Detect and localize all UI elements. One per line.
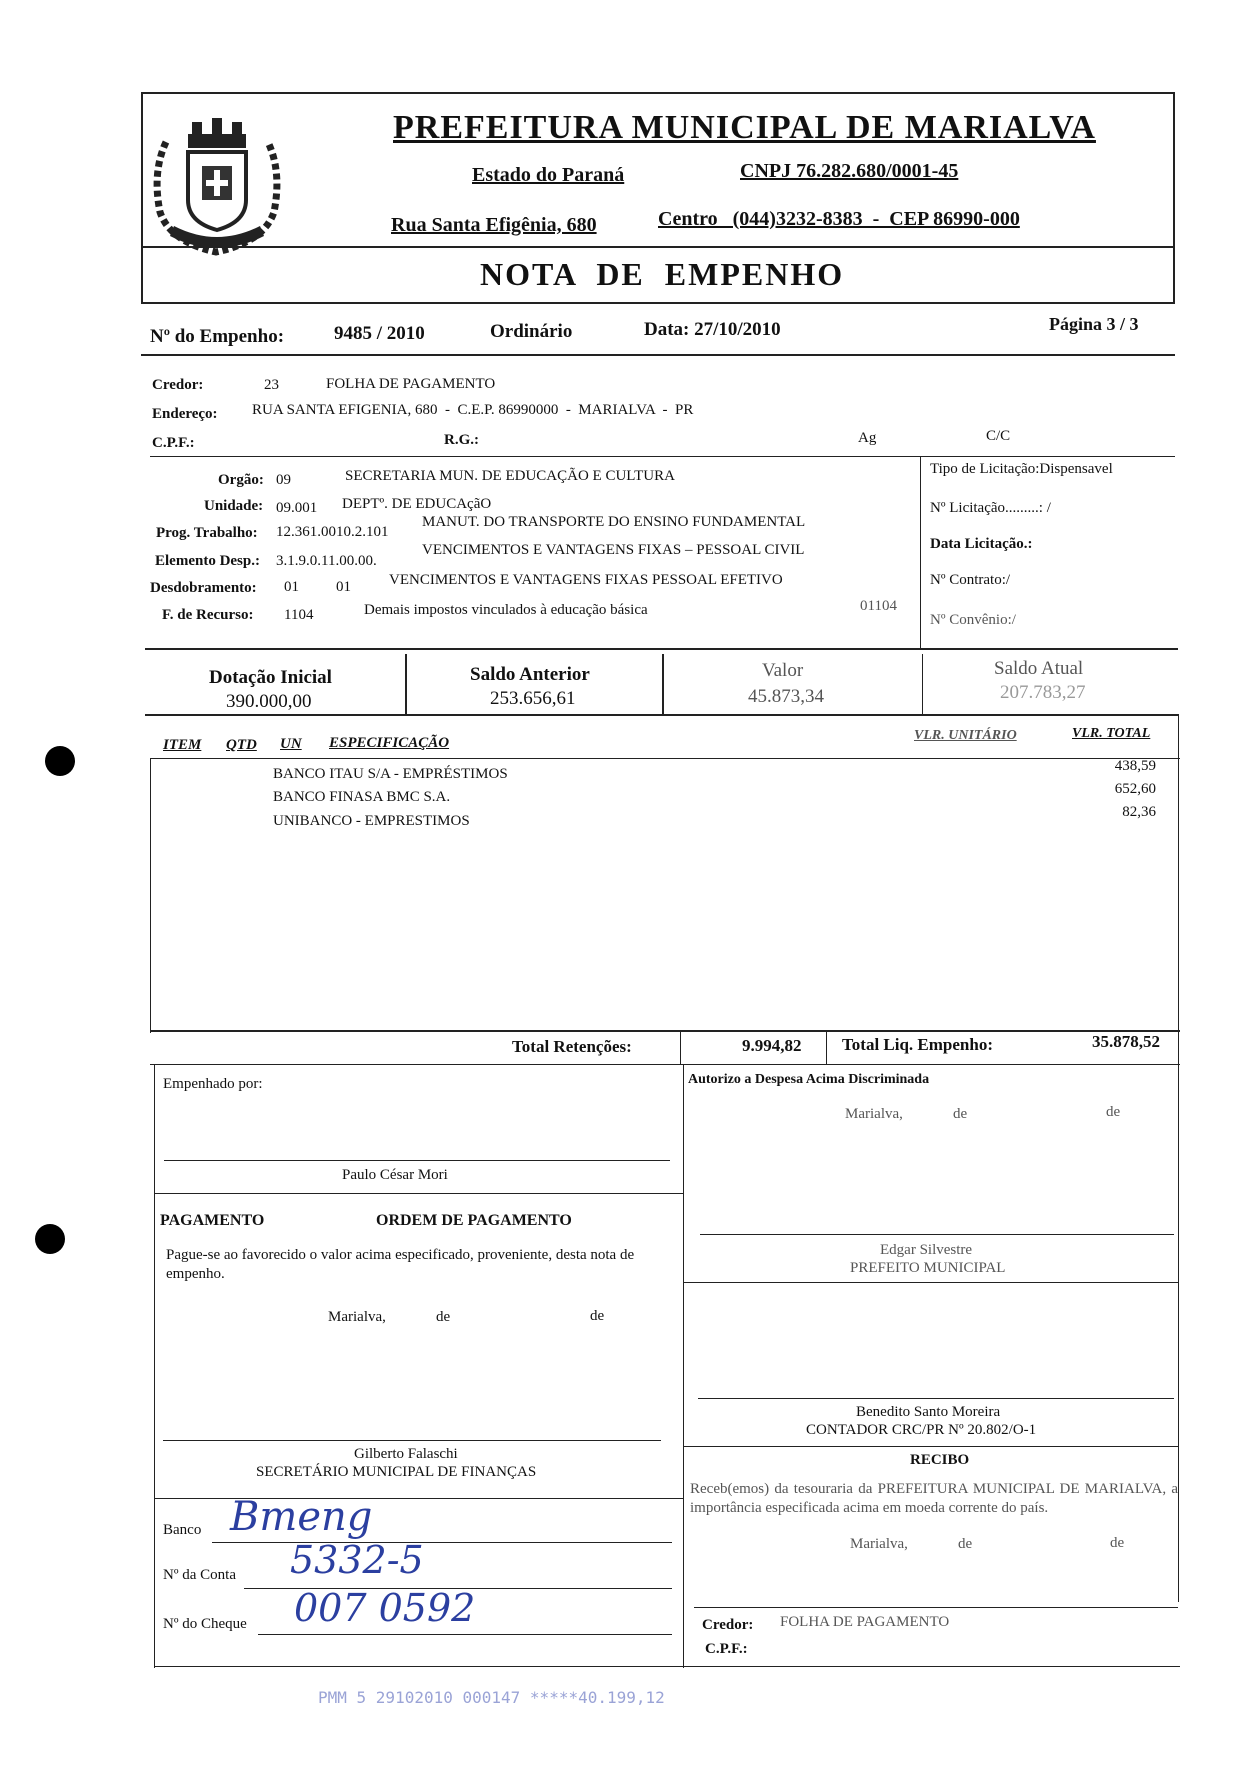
totals-divider-2 <box>826 1030 827 1064</box>
punch-hole-top <box>45 746 75 776</box>
desdobramento-code-1: 01 <box>284 579 299 595</box>
recibo-signature-line <box>694 1607 1178 1608</box>
contador-title: CONTADOR CRC/PR Nº 20.802/O-1 <box>806 1422 1037 1438</box>
valor-label: Valor <box>762 660 804 681</box>
recibo-cpf-label: C.P.F.: <box>705 1641 748 1657</box>
recurso-name: Demais impostos vinculados à educação básica <box>364 602 648 618</box>
recurso-label: F. de Recurso: <box>162 607 254 623</box>
credor-separator <box>150 456 1175 457</box>
pagamento-de-1: de <box>436 1309 451 1325</box>
orgao-code: 09 <box>276 472 291 488</box>
signatures-bottom-line <box>154 1666 1180 1667</box>
contador-top-line <box>683 1282 1178 1283</box>
empenhado-signature-line <box>164 1160 670 1161</box>
items-header-espec: ESPECIFICAÇÃO <box>329 735 450 751</box>
items-header-total: VLR. TOTAL <box>1072 726 1151 741</box>
recibo-label: RECIBO <box>910 1452 970 1468</box>
credor-address: RUA SANTA EFIGENIA, 680 - C.E.P. 86990000 - MARIALVA - PR <box>252 402 694 418</box>
banco-line <box>212 1542 672 1543</box>
header-separator <box>141 246 1175 248</box>
banco-label: Banco <box>163 1522 202 1538</box>
licitacao-divider <box>920 456 921 648</box>
prog-label: Prog. Trabalho: <box>156 525 258 541</box>
licitacao-convenio: Nº Convênio:/ <box>930 612 1016 628</box>
credor-address-label: Endereço: <box>152 406 218 422</box>
recibo-text: Receb(emos) da tesouraria da PREFEITURA MUNICIPAL DE MARIALVA, a importância especificada acima em moeda corrente do país. <box>690 1481 1178 1516</box>
bank-stamp: PMM 5 29102010 000147 *****40.199,12 <box>318 1688 665 1707</box>
items-header-line <box>150 758 1180 759</box>
recurso-code-2: 01104 <box>860 598 897 614</box>
licitacao-contrato: Nº Contrato:/ <box>930 572 1011 588</box>
unidade-code: 09.001 <box>276 500 318 516</box>
empenho-separator <box>141 354 1175 356</box>
recibo-de-2: de <box>1110 1535 1125 1551</box>
cheque-line <box>258 1634 672 1635</box>
items-left-border <box>150 758 151 1033</box>
items-header-unit: VLR. UNITÁRIO <box>914 728 1017 743</box>
desdobramento-label: Desdobramento: <box>150 580 257 596</box>
prefeito-signature-line <box>700 1234 1174 1235</box>
signatures-left-border <box>154 1064 155 1668</box>
items-header-un: UN <box>280 736 302 752</box>
saldos-divider-3 <box>922 654 923 714</box>
cheque-handwritten: 007 0592 <box>294 1586 476 1630</box>
item-row-2-desc: BANCO FINASA BMC S.A. <box>273 789 451 805</box>
autorizo-marialva: Marialva, <box>845 1106 903 1122</box>
banco-handwritten: Bmeng <box>230 1494 373 1540</box>
signatures-center-divider <box>683 1064 684 1668</box>
elemento-code: 3.1.9.0.11.00.00. <box>276 553 377 569</box>
recibo-marialva: Marialva, <box>850 1536 908 1552</box>
contador-name: Benedito Santo Moreira <box>856 1404 1001 1420</box>
saldo-atual-value: 207.783,27 <box>1000 682 1086 703</box>
item-row-1-total: 438,59 <box>1114 758 1156 774</box>
empenho-number-label: Nº do Empenho: <box>150 326 285 347</box>
header-state: Estado do Paraná <box>472 164 625 186</box>
conta-label: Nº da Conta <box>163 1567 236 1583</box>
saldo-atual-label: Saldo Atual <box>994 658 1084 679</box>
item-row-1-desc: BANCO ITAU S/A - EMPRÉSTIMOS <box>273 766 508 782</box>
liquido-label: Total Liq. Empenho: <box>842 1035 993 1054</box>
prog-code: 12.361.0010.2.101 <box>276 524 389 540</box>
dotacao-value: 390.000,00 <box>226 691 312 712</box>
credor-cpf-label: C.P.F.: <box>152 435 195 451</box>
secretario-title: SECRETÁRIO MUNICIPAL DE FINANÇAS <box>256 1464 537 1480</box>
credor-cc-label: C/C <box>986 428 1011 444</box>
header-address: Rua Santa Efigênia, 680 <box>391 214 597 236</box>
items-header-qtd: QTD <box>226 737 257 753</box>
orgao-name: SECRETARIA MUN. DE EDUCAÇÃO E CULTURA <box>345 468 675 484</box>
desdobramento-name: VENCIMENTOS E VANTAGENS FIXAS PESSOAL EFETIVO <box>389 572 783 588</box>
pague-text: Pague-se ao favorecido o valor acima especificado, proveniente, desta nota de empenho. <box>166 1247 635 1282</box>
saldos-top-line <box>145 648 1178 650</box>
empenho-date: Data: 27/10/2010 <box>644 319 781 340</box>
recibo-credor-value: FOLHA DE PAGAMENTO <box>780 1614 950 1630</box>
empenhado-name: Paulo César Mori <box>342 1167 448 1183</box>
credor-label: Credor: <box>152 377 204 393</box>
contador-signature-line <box>698 1398 1174 1399</box>
saldo-anterior-value: 253.656,61 <box>490 688 576 709</box>
punch-hole-bottom <box>35 1224 65 1254</box>
saldos-bottom-line <box>145 714 1178 716</box>
item-row-3-desc: UNIBANCO - EMPRESTIMOS <box>273 813 470 829</box>
orgao-label: Orgão: <box>218 472 264 488</box>
valor-value: 45.873,34 <box>748 686 824 707</box>
empenho-page: Página 3 / 3 <box>1049 314 1139 334</box>
recurso-code: 1104 <box>284 607 314 623</box>
dotacao-label: Dotação Inicial <box>209 667 332 688</box>
pagamento-label: PAGAMENTO <box>160 1212 265 1229</box>
conta-handwritten: 5332-5 <box>290 1538 424 1582</box>
licitacao-data: Data Licitação.: <box>930 536 1033 552</box>
pagamento-de-2: de <box>590 1308 605 1324</box>
item-row-3-total: 82,36 <box>1122 804 1156 820</box>
coat-of-arms-logo <box>146 112 288 262</box>
items-right-border <box>1178 714 1179 1602</box>
prog-name: MANUT. DO TRANSPORTE DO ENSINO FUNDAMENTAL <box>422 514 806 530</box>
unidade-label: Unidade: <box>204 498 264 514</box>
credor-ag-label: Ag <box>858 430 877 446</box>
elemento-name: VENCIMENTOS E VANTAGENS FIXAS – PESSOAL CIVIL <box>422 542 805 558</box>
saldos-divider-2 <box>662 654 664 714</box>
totals-bottom-line <box>150 1064 1180 1065</box>
empenhado-label: Empenhado por: <box>163 1076 263 1092</box>
pagamento-top-line <box>154 1193 683 1194</box>
saldos-divider-1 <box>405 654 407 714</box>
credor-name: FOLHA DE PAGAMENTO <box>326 376 496 392</box>
autorizo-de-2: de <box>1106 1104 1121 1120</box>
credor-rg-label: R.G.: <box>444 432 479 448</box>
empenho-number: 9485 / 2010 <box>334 323 425 344</box>
secretario-name: Gilberto Falaschi <box>354 1446 458 1462</box>
header-title: PREFEITURA MUNICIPAL DE MARIALVA <box>393 109 1096 146</box>
saldo-anterior-label: Saldo Anterior <box>470 664 590 685</box>
prefeito-name: Edgar Silvestre <box>880 1242 973 1258</box>
header-contact: Centro (044)3232-8383 - CEP 86990-000 <box>658 208 1020 230</box>
totals-divider-1 <box>680 1030 681 1064</box>
cheque-label: Nº do Cheque <box>163 1616 247 1632</box>
elemento-label: Elemento Desp.: <box>155 553 260 569</box>
autorizo-de-1: de <box>953 1106 968 1122</box>
items-header-item: ITEM <box>163 737 202 753</box>
empenho-type: Ordinário <box>490 321 573 342</box>
secretario-signature-line <box>163 1440 661 1441</box>
unidade-name: DEPTº. DE EDUCAçãO <box>342 496 492 512</box>
liquido-value: 35.878,52 <box>1092 1032 1160 1051</box>
recibo-credor-label: Credor: <box>702 1617 754 1633</box>
credor-code: 23 <box>264 377 279 393</box>
ordem-pagamento-label: ORDEM DE PAGAMENTO <box>376 1212 572 1229</box>
retencoes-value: 9.994,82 <box>742 1036 802 1055</box>
licitacao-tipo: Tipo de Licitação:Dispensavel <box>930 461 1113 477</box>
desdobramento-code-2: 01 <box>336 579 351 595</box>
document-title: NOTA DE EMPENHO <box>480 256 845 292</box>
retencoes-label: Total Retenções: <box>512 1037 632 1056</box>
recibo-de-1: de <box>958 1536 973 1552</box>
pagamento-marialva: Marialva, <box>328 1309 386 1325</box>
header-cnpj: CNPJ 76.282.680/0001-45 <box>740 160 959 182</box>
autorizo-label: Autorizo a Despesa Acima Discriminada <box>688 1072 930 1087</box>
prefeito-title: PREFEITO MUNICIPAL <box>850 1260 1006 1276</box>
licitacao-numero: Nº Licitação.........: / <box>930 500 1051 516</box>
recibo-top-line <box>683 1446 1178 1447</box>
item-row-2-total: 652,60 <box>1114 781 1156 797</box>
totals-top-line <box>150 1030 1180 1032</box>
